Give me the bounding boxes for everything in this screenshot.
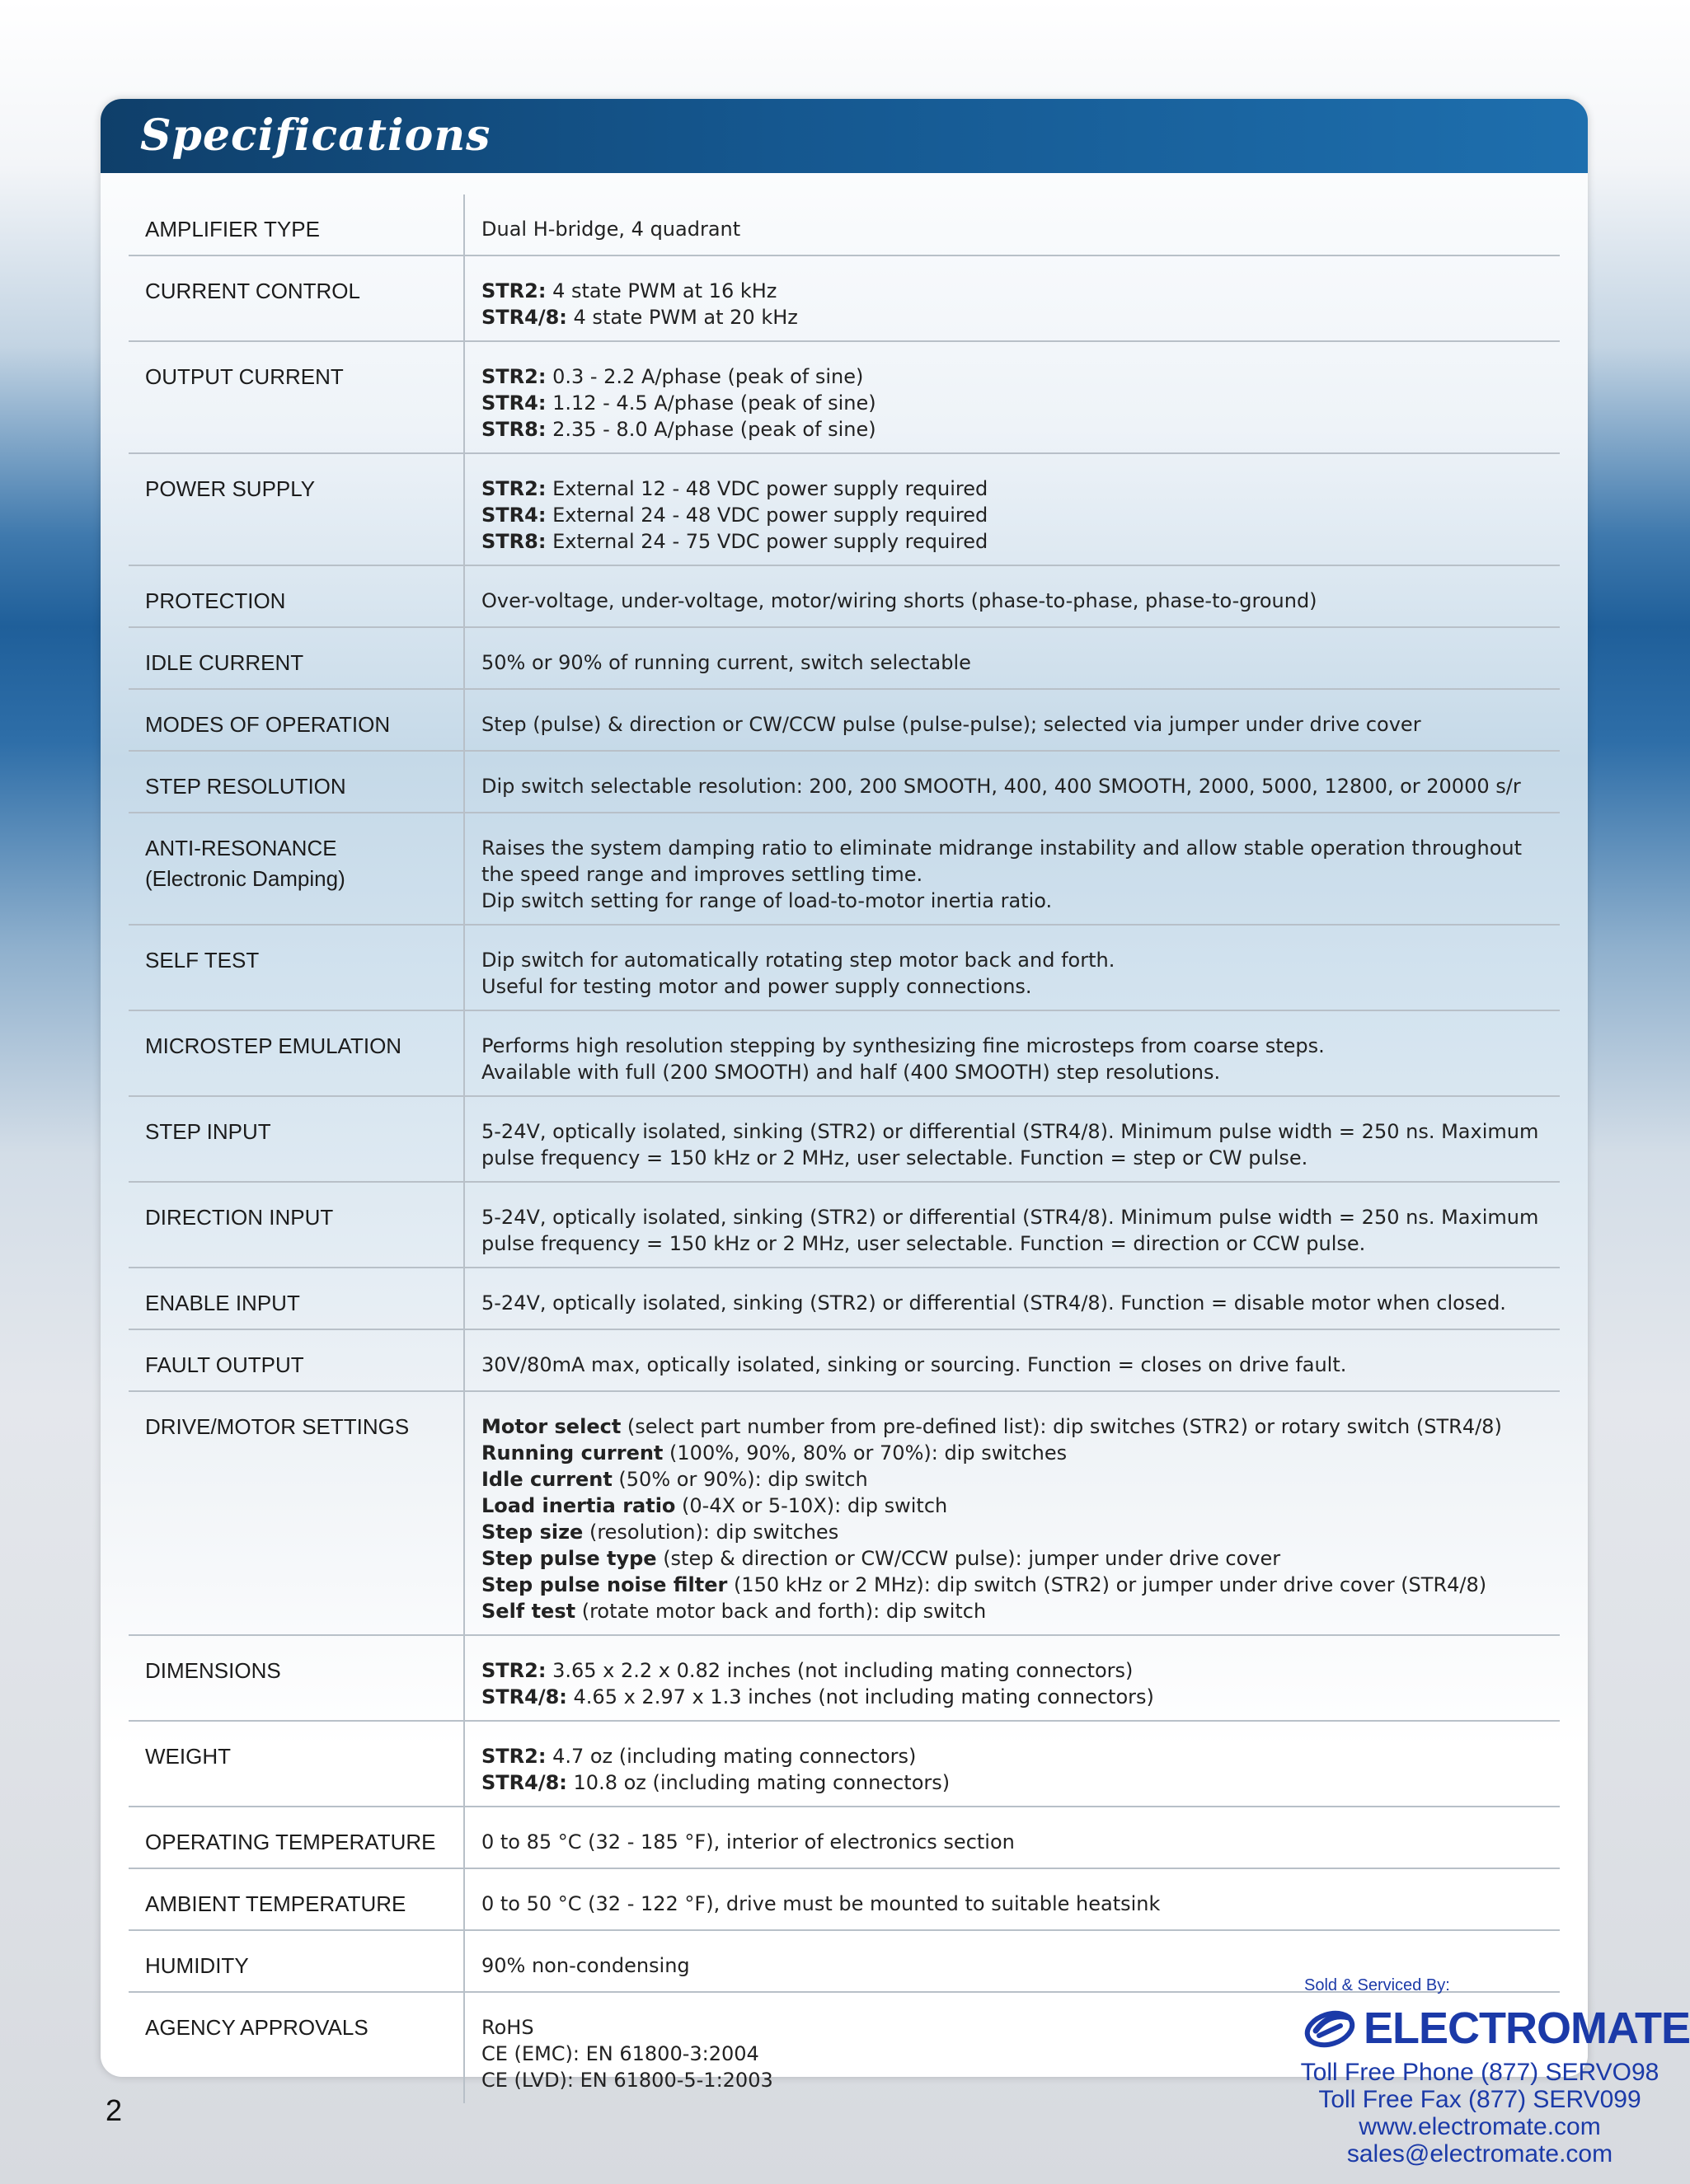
spec-line bbox=[481, 1352, 1552, 1378]
electromate-swoosh-icon bbox=[1304, 2004, 1359, 2050]
spec-line bbox=[481, 1033, 1552, 1059]
spec-row bbox=[129, 342, 1560, 454]
spec-line bbox=[481, 1059, 1552, 1085]
spec-line bbox=[481, 1466, 1552, 1493]
spec-row bbox=[129, 1268, 1560, 1330]
spec-line-text: 0.3 - 2.2 A/phase (peak of sine) bbox=[546, 365, 864, 388]
spec-line-text: 2.35 - 8.0 A/phase (peak of sine) bbox=[546, 418, 876, 441]
spec-line-key: Running current bbox=[481, 1441, 664, 1465]
spec-line-key: Load inertia ratio bbox=[481, 1494, 676, 1517]
spec-line bbox=[481, 1572, 1552, 1598]
spec-label: AMPLIFIER TYPE bbox=[129, 194, 465, 255]
spec-line-text: (select part number from pre-defined list): dip switches (STR2) or rotary switch (STR4/8) bbox=[621, 1415, 1502, 1438]
seller-caption: Sold & Serviced By: bbox=[1304, 1976, 1450, 1994]
spec-line-key: Self test bbox=[481, 1600, 576, 1623]
spec-line-text: 5-24V, optically isolated, sinking (STR2) or differential (STR4/8). Minimum pulse width = 250 ns. Maximum pulse frequency = 150 kHz or 2 MHz, user selectable. Function = step or CW pulse. bbox=[481, 1120, 1545, 1169]
spec-line bbox=[481, 1891, 1552, 1917]
spec-value bbox=[465, 752, 1560, 812]
spec-label: AGENCY APPROVALS bbox=[129, 1993, 465, 2103]
spec-row bbox=[129, 566, 1560, 628]
spec-line bbox=[481, 363, 1552, 390]
spec-line-text: Step (pulse) & direction or CW/CCW pulse (pulse-pulse); selected via jumper under drive cover bbox=[481, 713, 1421, 736]
spec-line bbox=[481, 416, 1552, 443]
spec-row bbox=[129, 194, 1560, 256]
spec-line bbox=[481, 1440, 1552, 1466]
spec-line-text: 4.65 x 2.97 x 1.3 inches (not including mating connectors) bbox=[566, 1685, 1154, 1708]
spec-line-key: STR8: bbox=[481, 530, 547, 553]
spec-line-text: 5-24V, optically isolated, sinking (STR2) or differential (STR4/8). Function = disable motor when closed. bbox=[481, 1291, 1506, 1315]
spec-label: DRIVE/MOTOR SETTINGS bbox=[129, 1392, 465, 1634]
spec-line-text: 5-24V, optically isolated, sinking (STR2) or differential (STR4/8). Minimum pulse width = 250 ns. Maximum pulse frequency = 150 kHz or 2 MHz, user selectable. Function = direction or CCW pulse. bbox=[481, 1206, 1545, 1255]
spec-line-key: Motor select bbox=[481, 1415, 622, 1438]
spec-line-text: Dual H-bridge, 4 quadrant bbox=[481, 218, 741, 241]
spec-row bbox=[129, 454, 1560, 566]
spec-label: MICROSTEP EMULATION bbox=[129, 1011, 465, 1095]
spec-row bbox=[129, 1097, 1560, 1183]
spec-line-text: 4 state PWM at 20 kHz bbox=[566, 306, 798, 329]
spec-line-key: STR2: bbox=[481, 1659, 547, 1682]
spec-line-text: (100%, 90%, 80% or 70%): dip switches bbox=[663, 1441, 1068, 1465]
spec-line-text: Useful for testing motor and power supply connections. bbox=[481, 975, 1032, 998]
spec-label: HUMIDITY bbox=[129, 1931, 465, 1991]
spec-line bbox=[481, 1519, 1552, 1545]
spec-label: DIMENSIONS bbox=[129, 1636, 465, 1720]
spec-line bbox=[481, 1204, 1552, 1257]
spec-value bbox=[465, 1392, 1560, 1634]
spec-line bbox=[481, 1769, 1552, 1796]
spec-line bbox=[481, 304, 1552, 330]
spec-label: POWER SUPPLY bbox=[129, 454, 465, 565]
spec-line bbox=[481, 476, 1552, 502]
spec-line bbox=[481, 1684, 1552, 1710]
spec-line-key: Step size bbox=[481, 1521, 584, 1544]
spec-line-text: 90% non-condensing bbox=[481, 1954, 690, 1977]
spec-line bbox=[481, 888, 1552, 914]
seller-logo bbox=[1304, 2003, 1690, 2053]
spec-row bbox=[129, 1722, 1560, 1807]
spec-line bbox=[481, 216, 1552, 242]
spec-line-key: STR4/8: bbox=[481, 1771, 567, 1794]
spec-line-text: 4 state PWM at 16 kHz bbox=[546, 279, 777, 302]
spec-line-key: STR4/8: bbox=[481, 306, 567, 329]
spec-line bbox=[481, 588, 1552, 614]
seller-phone: Toll Free Phone (877) SERVO98 bbox=[1300, 2059, 1659, 2086]
spec-value bbox=[465, 454, 1560, 565]
spec-value bbox=[465, 690, 1560, 750]
spec-line bbox=[481, 1598, 1552, 1624]
spec-line-text: (150 kHz or 2 MHz): dip switch (STR2) or jumper under drive cover (STR4/8) bbox=[727, 1573, 1487, 1596]
spec-line-text: 0 to 85 °C (32 - 185 °F), interior of electronics section bbox=[481, 1830, 1015, 1854]
spec-line bbox=[481, 1545, 1552, 1572]
spec-value bbox=[465, 628, 1560, 688]
spec-line-text: Raises the system damping ratio to eliminate midrange instability and allow stable operation throughout the speed range and improves settling time. bbox=[481, 837, 1528, 886]
spec-row bbox=[129, 690, 1560, 752]
spec-line-text: External 12 - 48 VDC power supply required bbox=[546, 477, 988, 500]
spec-line bbox=[481, 1657, 1552, 1684]
spec-line-key: STR2: bbox=[481, 365, 547, 388]
spec-line bbox=[481, 1493, 1552, 1519]
spec-value bbox=[465, 926, 1560, 1010]
spec-value bbox=[465, 1636, 1560, 1720]
seller-website[interactable]: www.electromate.com bbox=[1359, 2113, 1601, 2140]
spec-value bbox=[465, 1807, 1560, 1868]
spec-line-text: (rotate motor back and forth): dip switch bbox=[575, 1600, 987, 1623]
spec-label: MODES OF OPERATION bbox=[129, 690, 465, 750]
spec-label: CURRENT CONTROL bbox=[129, 256, 465, 340]
spec-line-text: 30V/80mA max, optically isolated, sinking or sourcing. Function = closes on drive fault. bbox=[481, 1353, 1347, 1376]
spec-value bbox=[465, 1330, 1560, 1390]
spec-line-text: (step & direction or CW/CCW pulse): jumper under drive cover bbox=[656, 1547, 1281, 1570]
spec-line-text: CE (LVD): EN 61800-5-1:2003 bbox=[481, 2069, 773, 2092]
spec-value bbox=[465, 1722, 1560, 1806]
panel-header bbox=[101, 99, 1588, 173]
spec-row bbox=[129, 628, 1560, 690]
spec-label: STEP RESOLUTION bbox=[129, 752, 465, 812]
spec-label: WEIGHT bbox=[129, 1722, 465, 1806]
spec-row bbox=[129, 926, 1560, 1011]
spec-line-text: Available with full (200 SMOOTH) and half (400 SMOOTH) step resolutions. bbox=[481, 1061, 1221, 1084]
spec-label: OUTPUT CURRENT bbox=[129, 342, 465, 452]
spec-label: IDLE CURRENT bbox=[129, 628, 465, 688]
seller-fax: Toll Free Fax (877) SERV099 bbox=[1318, 2086, 1641, 2113]
spec-row bbox=[129, 1869, 1560, 1931]
spec-line-text: Over-voltage, under-voltage, motor/wiring shorts (phase-to-phase, phase-to-ground) bbox=[481, 589, 1317, 612]
spec-line bbox=[481, 390, 1552, 416]
page-number: 2 bbox=[106, 2093, 123, 2127]
spec-row bbox=[129, 1183, 1560, 1268]
spec-line-text: External 24 - 48 VDC power supply required bbox=[546, 504, 988, 527]
spec-label: AMBIENT TEMPERATURE bbox=[129, 1869, 465, 1929]
spec-line-text: Dip switch for automatically rotating step motor back and forth. bbox=[481, 949, 1115, 972]
spec-row bbox=[129, 1392, 1560, 1636]
spec-line-text: External 24 - 75 VDC power supply required bbox=[546, 530, 988, 553]
spec-line bbox=[481, 1290, 1552, 1316]
spec-line-text: RoHS bbox=[481, 2016, 534, 2039]
spec-line-text: 10.8 oz (including mating connectors) bbox=[566, 1771, 951, 1794]
spec-line-key: Step pulse type bbox=[481, 1547, 657, 1570]
spec-line bbox=[481, 711, 1552, 738]
spec-line-key: Idle current bbox=[481, 1468, 613, 1491]
spec-line-key: STR2: bbox=[481, 1745, 547, 1768]
spec-line bbox=[481, 502, 1552, 528]
spec-line-text: (resolution): dip switches bbox=[583, 1521, 839, 1544]
spec-row bbox=[129, 1636, 1560, 1722]
spec-line-text: (0-4X or 5-10X): dip switch bbox=[675, 1494, 948, 1517]
page-title: Specifications bbox=[140, 110, 491, 161]
spec-label: PROTECTION bbox=[129, 566, 465, 626]
spec-line-text: 50% or 90% of running current, switch selectable bbox=[481, 651, 971, 674]
spec-row bbox=[129, 813, 1560, 926]
spec-line bbox=[481, 1829, 1552, 1855]
spec-value bbox=[465, 1869, 1560, 1929]
spec-table bbox=[129, 194, 1560, 2103]
spec-line bbox=[481, 773, 1552, 799]
spec-row bbox=[129, 256, 1560, 342]
spec-line bbox=[481, 1118, 1552, 1171]
spec-line-text: Dip switch setting for range of load-to-motor inertia ratio. bbox=[481, 889, 1053, 912]
spec-label: FAULT OUTPUT bbox=[129, 1330, 465, 1390]
spec-label: STEP INPUT bbox=[129, 1097, 465, 1181]
spec-value bbox=[465, 813, 1560, 924]
seller-email[interactable]: sales@electromate.com bbox=[1346, 2140, 1613, 2168]
spec-line-text: 4.7 oz (including mating connectors) bbox=[546, 1745, 917, 1768]
spec-row bbox=[129, 752, 1560, 813]
spec-value bbox=[465, 256, 1560, 340]
spec-line-text: Performs high resolution stepping by synthesizing fine microsteps from coarse steps. bbox=[481, 1034, 1325, 1057]
spec-line-key: Step pulse noise filter bbox=[481, 1573, 728, 1596]
spec-label: OPERATING TEMPERATURE bbox=[129, 1807, 465, 1868]
spec-value bbox=[465, 194, 1560, 255]
spec-line-key: STR2: bbox=[481, 477, 547, 500]
spec-row bbox=[129, 1807, 1560, 1869]
spec-line-key: STR4/8: bbox=[481, 1685, 567, 1708]
specifications-panel bbox=[101, 99, 1588, 2092]
spec-label: SELF TEST bbox=[129, 926, 465, 1010]
spec-line-text: (50% or 90%): dip switch bbox=[612, 1468, 868, 1491]
spec-value bbox=[465, 1183, 1560, 1267]
spec-line bbox=[481, 1743, 1552, 1769]
spec-line-text: 3.65 x 2.2 x 0.82 inches (not including mating connectors) bbox=[546, 1659, 1134, 1682]
spec-line bbox=[481, 1413, 1552, 1440]
spec-row bbox=[129, 1330, 1560, 1392]
spec-row bbox=[129, 1011, 1560, 1097]
spec-label: ENABLE INPUT bbox=[129, 1268, 465, 1329]
spec-line-key: STR4: bbox=[481, 504, 547, 527]
spec-line bbox=[481, 278, 1552, 304]
spec-value bbox=[465, 566, 1560, 626]
spec-line-key: STR8: bbox=[481, 418, 547, 441]
spec-line bbox=[481, 528, 1552, 555]
spec-line bbox=[481, 973, 1552, 1000]
spec-line-text: 0 to 50 °C (32 - 122 °F), drive must be mounted to suitable heatsink bbox=[481, 1892, 1161, 1915]
spec-line-text: 1.12 - 4.5 A/phase (peak of sine) bbox=[546, 391, 876, 415]
spec-value bbox=[465, 1011, 1560, 1095]
spec-line bbox=[481, 649, 1552, 676]
spec-value bbox=[465, 1268, 1560, 1329]
spec-line bbox=[481, 1952, 1552, 1979]
spec-value bbox=[465, 342, 1560, 452]
spec-line-key: STR4: bbox=[481, 391, 547, 415]
seller-brand: ELECTROMATE bbox=[1364, 2004, 1690, 2053]
spec-line-text: Dip switch selectable resolution: 200, 200 SMOOTH, 400, 400 SMOOTH, 2000, 5000, 12800, or 20000 s/r bbox=[481, 775, 1521, 798]
spec-line-key: STR2: bbox=[481, 279, 547, 302]
spec-value bbox=[465, 1097, 1560, 1181]
spec-label: ANTI-RESONANCE (Electronic Damping) bbox=[129, 813, 465, 924]
spec-label: DIRECTION INPUT bbox=[129, 1183, 465, 1267]
spec-line bbox=[481, 835, 1552, 888]
spec-line bbox=[481, 947, 1552, 973]
spec-line-text: CE (EMC): EN 61800-3:2004 bbox=[481, 2042, 759, 2065]
